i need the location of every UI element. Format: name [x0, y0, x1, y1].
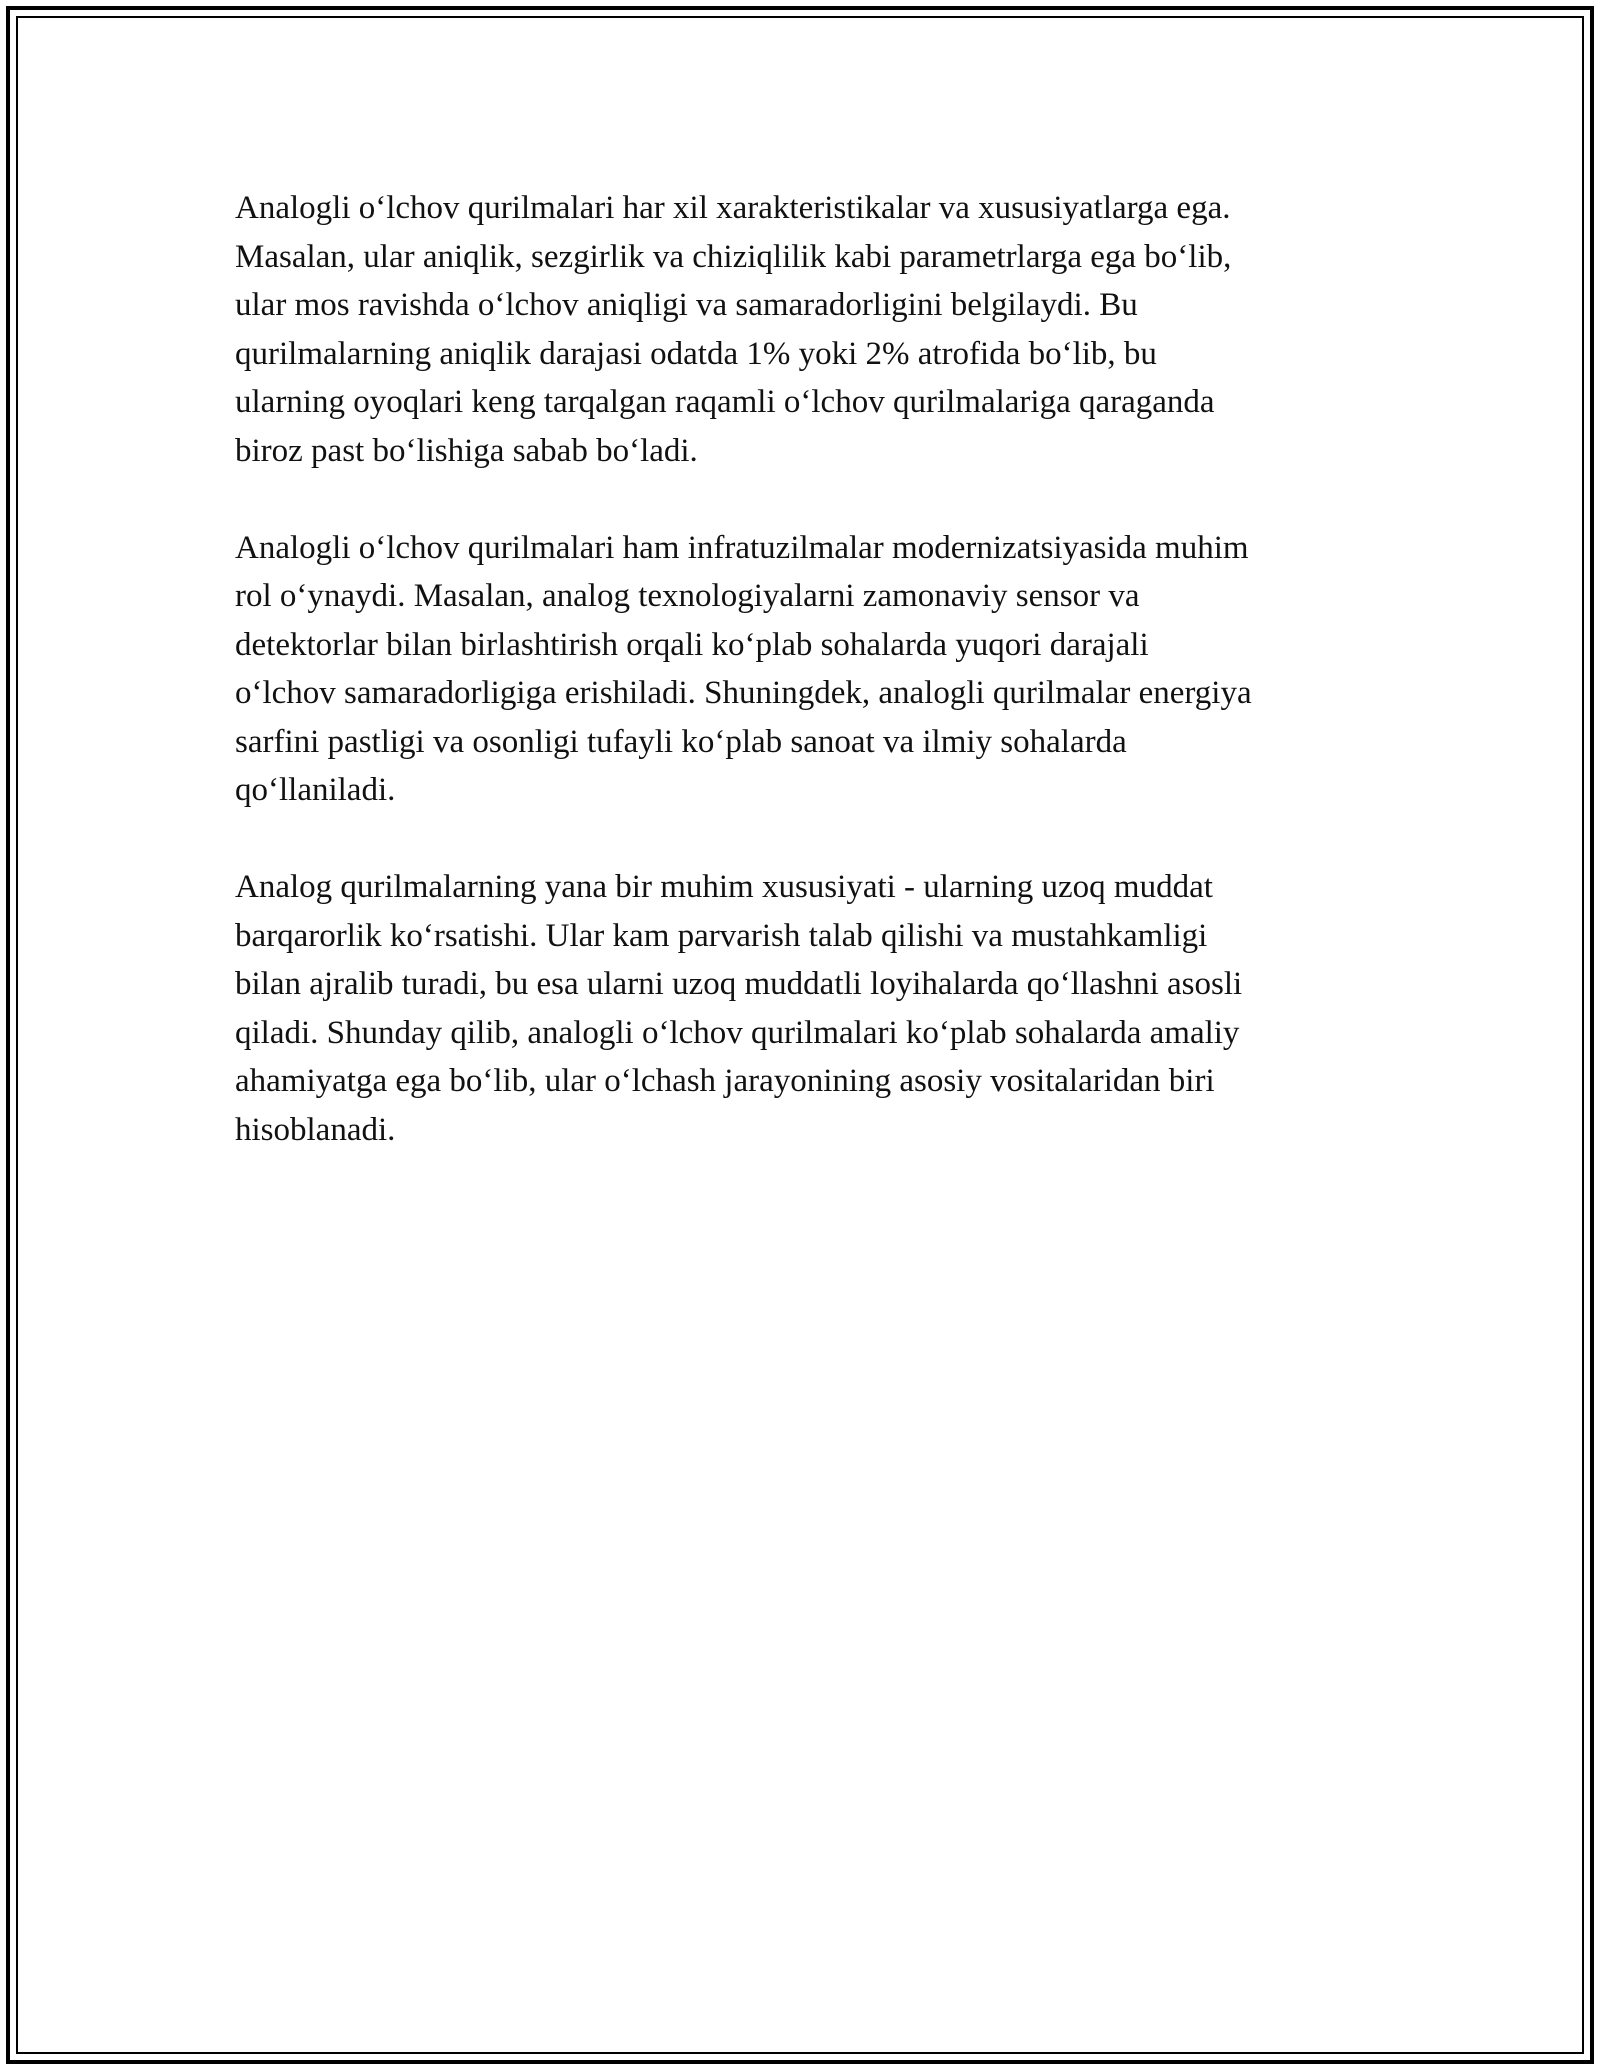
paragraph-3: Analog qurilmalarning yana bir muhim xususiyati - ularning uzoq muddat barqarorlik ko‘rsatishi. Ular kam parvarish talab qilishi va mustahkamligi bilan ajralib turadi, bu esa ularni uzoq muddatli loyihalarda qo‘llashni asosli qiladi. Shunday qilib, analogli o‘lchov qurilmalari ko‘plab sohalarda amaliy ahamiyatga ega bo‘lib, ular o‘lchash jarayonining asosiy vositalaridan biri hisoblanadi. — [235, 869, 1243, 1148]
paragraph-2: Analogli o‘lchov qurilmalari ham infratuzilmalar modernizatsiyasida muhim rol o‘ynaydi. Masalan, analog texnologiyalarni zamonaviy sensor va detektorlar bilan birlashtirish orqali ko‘plab sohalarda yuqori darajali o‘lchov samaradorligiga erishiladi. Shuningdek, analogli qurilmalar energiya sarfini pastligi va osonligi tufayli ko‘plab sanoat va ilmiy sohalarda qo‘llaniladi. — [235, 529, 1252, 808]
document-body — [235, 184, 1385, 1203]
paragraph-1: Analogli o‘lchov qurilmalari har xil xarakteristikalar va xususiyatlarga ega. Masalan, ular aniqlik, sezgirlik va chiziqlilik kabi parametrlarga ega bo‘lib, ular mos ravishda o‘lchov aniqligi va samaradorligini belgilaydi. Bu qurilmalarning aniqlik darajasi odatda 1% yoki 2% atrofida bo‘lib, bu ularning oyoqlari keng tarqalgan raqamli o‘lchov qurilmalariga qaraganda biroz past bo‘lishiga sabab bo‘ladi. — [235, 190, 1232, 469]
